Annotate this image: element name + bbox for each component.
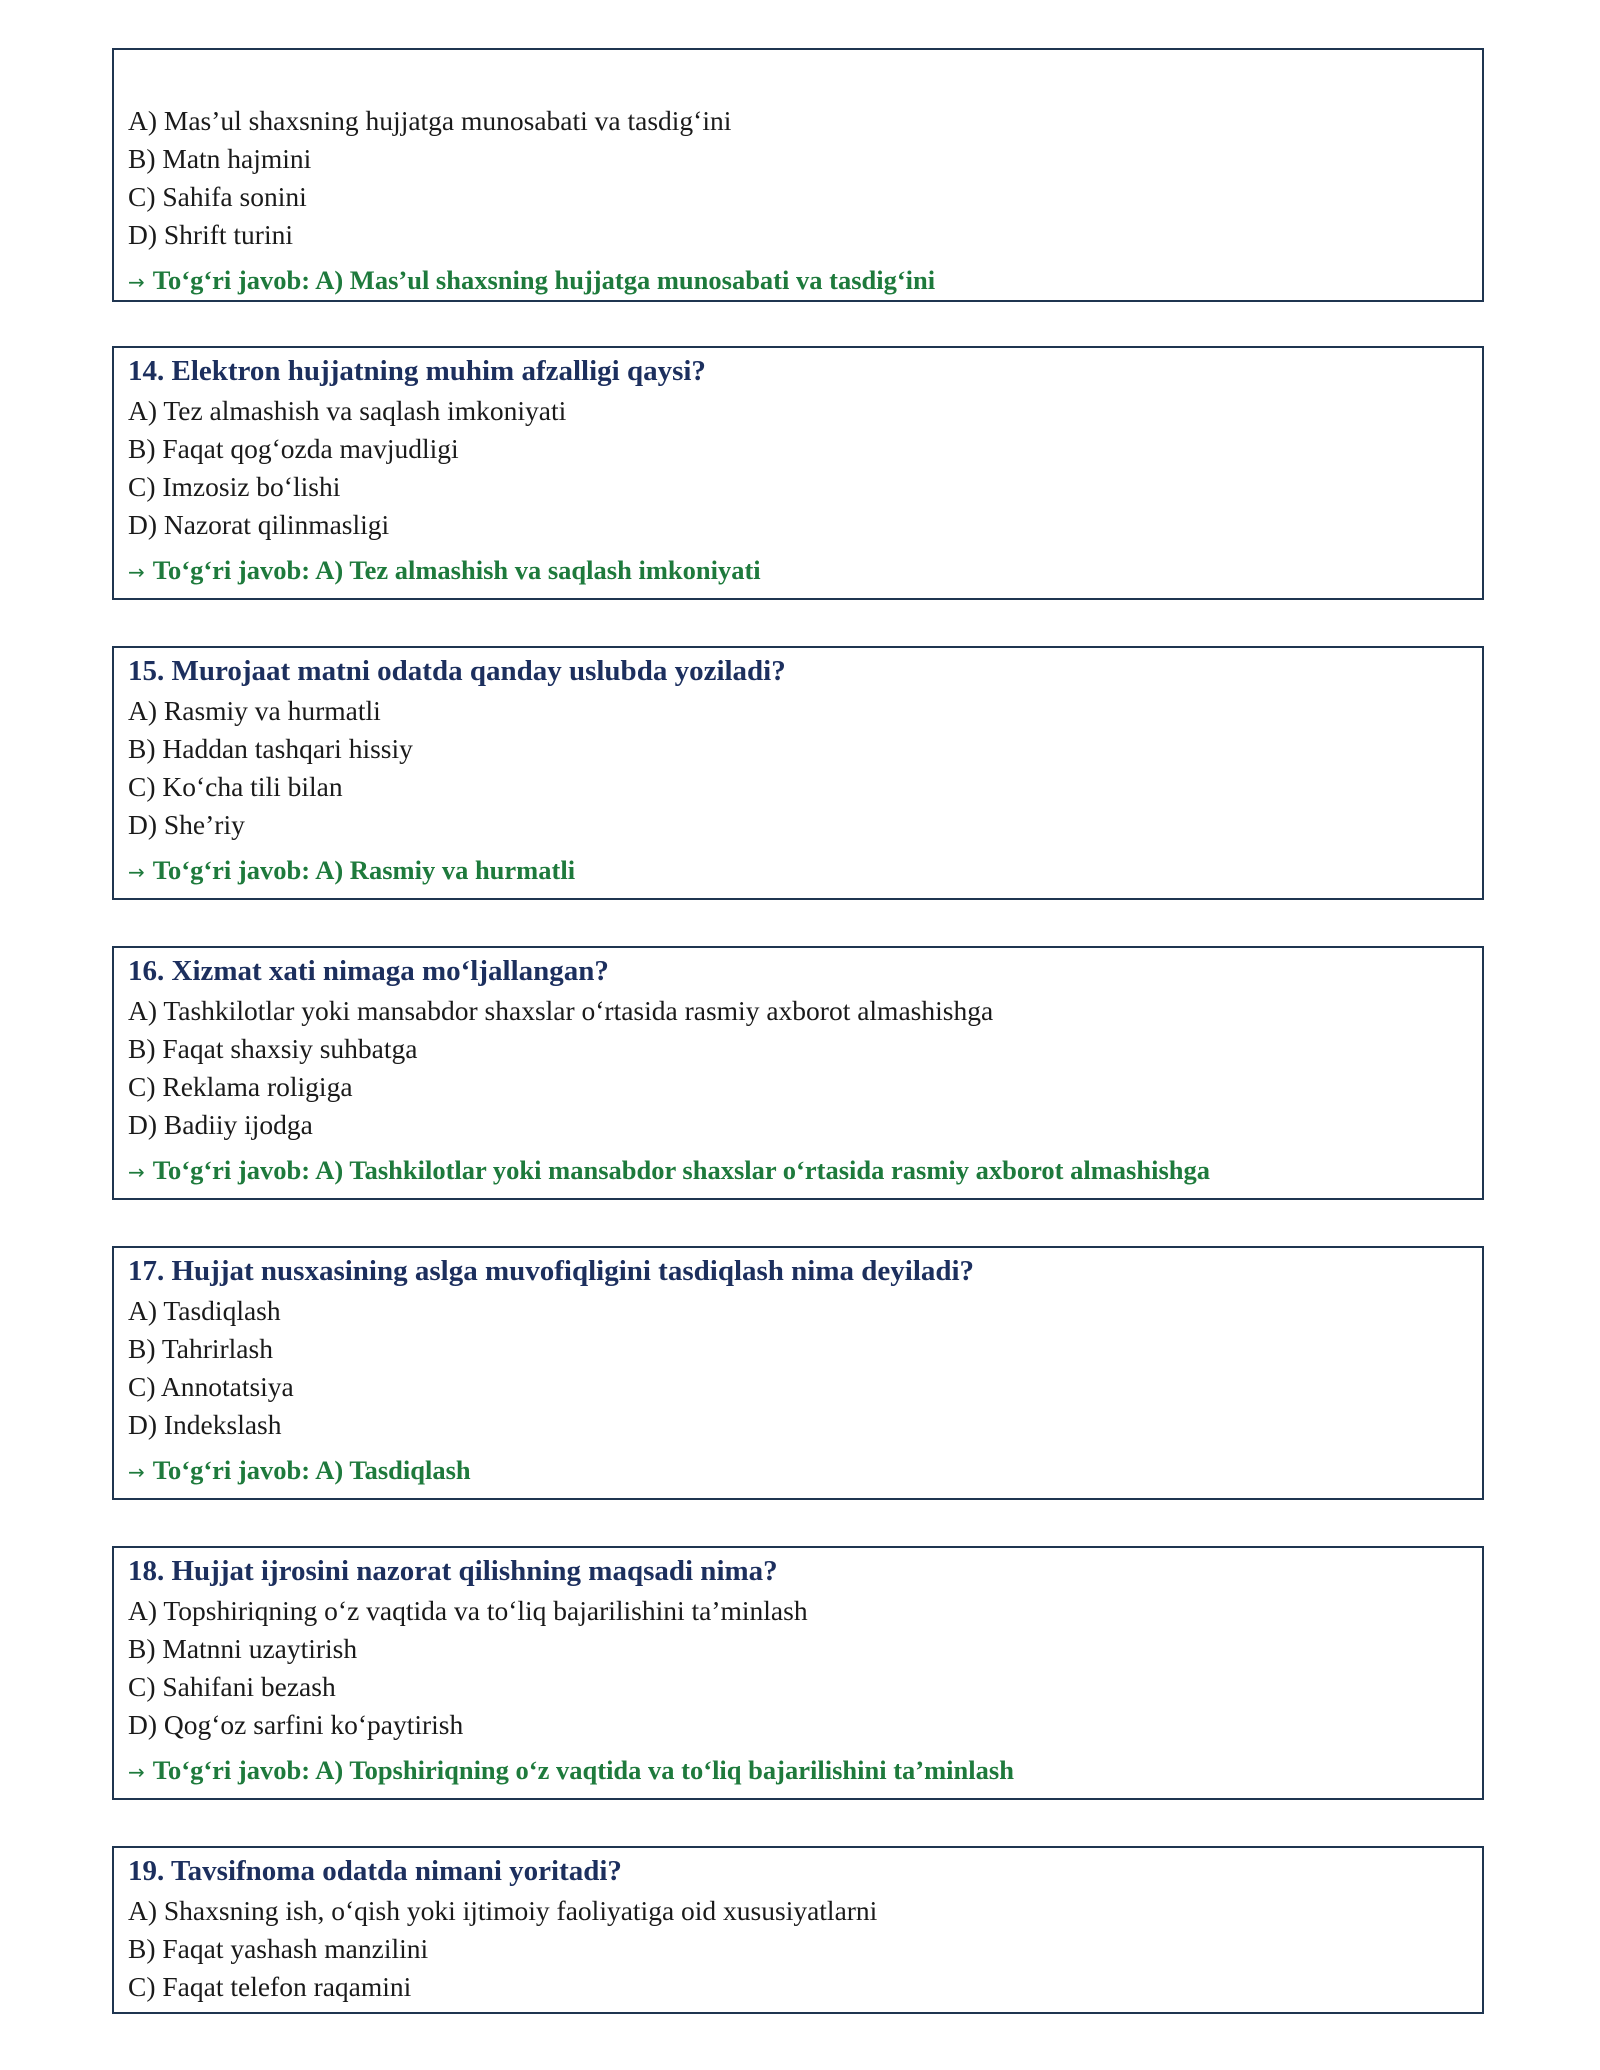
answer-prefix: To‘g‘ri javob: <box>152 265 311 295</box>
option-a: A) Shaxsning ish, o‘qish yoki ijtimoiy faoliyatiga oid xususiyatlarni <box>128 1895 878 1926</box>
option-d: D) Badiiy ijodga <box>128 1109 313 1140</box>
option-a: A) Tasdiqlash <box>128 1295 281 1326</box>
correct-answer <box>128 1152 1482 1190</box>
question-title-spacer <box>128 54 1482 102</box>
option-a: A) Topshiriqning o‘z vaqtida va to‘liq bajarilishini ta’minlash <box>128 1595 808 1626</box>
answer-text: A) Tashkilotlar yoki mansabdor shaxslar o‘rtasida rasmiy axborot almashishga <box>315 1155 1211 1185</box>
question-block-15 <box>112 646 1484 900</box>
option-c: C) Reklama roligiga <box>128 1071 353 1102</box>
answer-text: A) Mas’ul shaxsning hujjatga munosabati va tasdig‘ini <box>315 265 936 295</box>
arrow-icon: → <box>128 560 145 584</box>
option-c: C) Imzosiz bo‘lishi <box>128 471 341 502</box>
arrow-icon: → <box>128 860 145 884</box>
option-d: D) She’riy <box>128 809 245 840</box>
arrow-icon: → <box>128 1760 145 1784</box>
option-b: B) Matn hajmini <box>128 143 312 174</box>
option-d: D) Nazorat qilinmasligi <box>128 509 390 540</box>
option-b: B) Matnni uzaytirish <box>128 1633 358 1664</box>
option-a: A) Tez almashish va saqlash imkoniyati <box>128 395 567 426</box>
option-a: A) Tashkilotlar yoki mansabdor shaxslar o‘rtasida rasmiy axborot almashishga <box>128 995 994 1026</box>
question-title: 19. Tavsifnoma odatda nimani yoritadi? <box>128 1855 622 1887</box>
option-b: B) Faqat yashash manzilini <box>128 1933 429 1964</box>
option-c: C) Sahifani bezash <box>128 1671 336 1702</box>
question-block-17 <box>112 1246 1484 1500</box>
option-d: D) Qog‘oz sarfini ko‘paytirish <box>128 1709 464 1740</box>
option-c: C) Annotatsiya <box>128 1371 294 1402</box>
question-title: 17. Hujjat nusxasining aslga muvofiqligini tasdiqlash nima deyiladi? <box>128 1255 975 1287</box>
option-c: C) Faqat telefon raqamini <box>128 1971 412 2002</box>
question-title: 16. Xizmat xati nimaga mo‘ljallangan? <box>128 955 609 987</box>
arrow-icon: → <box>128 1160 145 1184</box>
correct-answer <box>128 852 1482 890</box>
question-block-13 <box>112 48 1484 302</box>
option-a: A) Rasmiy va hurmatli <box>128 695 381 726</box>
arrow-icon: → <box>128 1460 145 1484</box>
option-d: D) Shrift turini <box>128 219 293 250</box>
question-title: 15. Murojaat matni odatda qanday uslubda yoziladi? <box>128 655 786 687</box>
correct-answer <box>128 1452 1482 1490</box>
answer-prefix: To‘g‘ri javob: <box>152 555 311 585</box>
option-b: B) Faqat shaxsiy suhbatga <box>128 1033 418 1064</box>
question-block-14 <box>112 346 1484 600</box>
answer-text: A) Topshiriqning o‘z vaqtida va to‘liq bajarilishini ta’minlash <box>315 1755 1014 1785</box>
answer-prefix: To‘g‘ri javob: <box>152 1155 311 1185</box>
question-title: 14. Elektron hujjatning muhim afzalligi qaysi? <box>128 355 706 387</box>
option-c: C) Sahifa sonini <box>128 181 307 212</box>
correct-answer <box>128 262 1482 300</box>
arrow-icon: → <box>128 270 145 294</box>
correct-answer <box>128 1752 1482 1790</box>
answer-prefix: To‘g‘ri javob: <box>152 855 311 885</box>
answer-prefix: To‘g‘ri javob: <box>152 1455 311 1485</box>
question-block-19 <box>112 1846 1484 2014</box>
answer-text: A) Tez almashish va saqlash imkoniyati <box>315 555 761 585</box>
option-b: B) Haddan tashqari hissiy <box>128 733 413 764</box>
answer-text: A) Tasdiqlash <box>315 1455 471 1485</box>
option-a: A) Mas’ul shaxsning hujjatga munosabati va tasdig‘ini <box>128 105 732 136</box>
answer-prefix: To‘g‘ri javob: <box>152 1755 311 1785</box>
answer-text: A) Rasmiy va hurmatli <box>315 855 576 885</box>
option-d: D) Indekslash <box>128 1409 282 1440</box>
correct-answer <box>128 552 1482 590</box>
option-c: C) Ko‘cha tili bilan <box>128 771 343 802</box>
option-b: B) Faqat qog‘ozda mavjudligi <box>128 433 459 464</box>
question-block-18 <box>112 1546 1484 1800</box>
option-b: B) Tahrirlash <box>128 1333 273 1364</box>
question-block-16 <box>112 946 1484 1200</box>
question-title: 18. Hujjat ijrosini nazorat qilishning maqsadi nima? <box>128 1555 778 1587</box>
